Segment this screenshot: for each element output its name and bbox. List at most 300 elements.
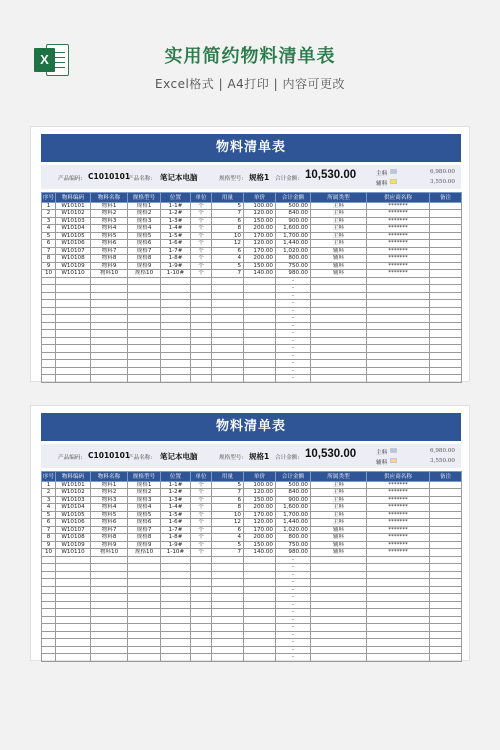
cell-unit-price: [244, 571, 276, 579]
cell-material-type: [311, 337, 367, 345]
cell-material-type: 主料: [311, 519, 367, 527]
cell-location: [161, 292, 191, 300]
cell-row-no: [42, 594, 56, 602]
cell-remark: [430, 360, 462, 368]
cell-material-name: [91, 571, 128, 579]
cell-location: [161, 322, 191, 330]
cell-remark: [430, 225, 462, 233]
product-info-bar: [41, 165, 461, 189]
table-row: [42, 511, 462, 519]
cell-quantity: 7: [212, 549, 244, 557]
cell-material-type: 辅料: [311, 270, 367, 278]
cell-material-code: [56, 375, 91, 383]
cell-material-name: 物料1: [91, 481, 128, 489]
cell-amount: -: [276, 292, 311, 300]
cell-supplier-name: *******: [367, 541, 430, 549]
cell-spec-model: [128, 315, 161, 323]
cell-supplier-name: [367, 300, 430, 308]
cell-row-no: [42, 556, 56, 564]
cell-material-type: [311, 654, 367, 662]
cell-location: [161, 352, 191, 360]
spec-label: 规格型号:: [219, 176, 244, 182]
cell-spec-model: [128, 277, 161, 285]
cell-remark: [430, 202, 462, 210]
cell-material-type: [311, 609, 367, 617]
cell-quantity: [212, 571, 244, 579]
empty-table-row: [42, 277, 462, 285]
cell-remark: [430, 337, 462, 345]
cell-material-type: [311, 292, 367, 300]
cell-spec-model: [128, 579, 161, 587]
cell-material-name: 物料10: [91, 549, 128, 557]
cell-spec-model: [128, 594, 161, 602]
cell-spec-model: [128, 307, 161, 315]
product-code-label: 产品编码:: [58, 176, 83, 182]
cell-amount: -: [276, 345, 311, 353]
column-header-quantity: 用量: [212, 193, 244, 203]
cell-material-name: [91, 624, 128, 632]
cell-row-no: 10: [42, 549, 56, 557]
cell-material-name: [91, 307, 128, 315]
cell-supplier-name: [367, 556, 430, 564]
cell-amount: -: [276, 307, 311, 315]
cell-material-name: [91, 616, 128, 624]
cell-supplier-name: [367, 337, 430, 345]
cell-amount: -: [276, 631, 311, 639]
cell-supplier-name: [367, 285, 430, 293]
cell-row-no: [42, 571, 56, 579]
cell-material-code: [56, 571, 91, 579]
cell-material-type: 辅料: [311, 255, 367, 263]
column-header-spec-model: 规格型号: [128, 472, 161, 482]
cell-spec-model: [128, 322, 161, 330]
cell-location: [161, 300, 191, 308]
cell-material-code: [56, 367, 91, 375]
cell-material-code: [56, 307, 91, 315]
cell-supplier-name: *******: [367, 262, 430, 270]
cell-unit-price: [244, 292, 276, 300]
cell-amount: -: [276, 337, 311, 345]
product-name-label: 产品名称:: [128, 176, 153, 182]
cell-remark: [430, 210, 462, 218]
cell-unit: [191, 322, 212, 330]
cell-location: 1-6#: [161, 240, 191, 248]
cell-material-name: [91, 337, 128, 345]
cell-remark: [430, 345, 462, 353]
cell-remark: [430, 315, 462, 323]
empty-table-row: [42, 616, 462, 624]
cell-spec-model: [128, 360, 161, 368]
cell-quantity: [212, 616, 244, 624]
cell-material-code: W10108: [56, 534, 91, 542]
cell-location: [161, 601, 191, 609]
cell-amount: -: [276, 586, 311, 594]
cell-material-type: [311, 624, 367, 632]
cell-supplier-name: [367, 360, 430, 368]
cell-material-type: [311, 571, 367, 579]
cell-supplier-name: *******: [367, 534, 430, 542]
empty-table-row: [42, 315, 462, 323]
cell-material-code: [56, 631, 91, 639]
cell-row-no: [42, 360, 56, 368]
empty-table-row: [42, 375, 462, 383]
cell-row-no: [42, 345, 56, 353]
empty-table-row: [42, 639, 462, 647]
table-row: [42, 534, 462, 542]
cell-location: [161, 624, 191, 632]
cell-quantity: 10: [212, 232, 244, 240]
empty-table-row: [42, 337, 462, 345]
cell-amount: 840.00: [276, 489, 311, 497]
cell-location: 1-1#: [161, 481, 191, 489]
cell-row-no: 10: [42, 270, 56, 278]
cell-location: 1-6#: [161, 519, 191, 527]
cell-unit: 个: [191, 519, 212, 527]
column-header-remark: 备注: [430, 193, 462, 203]
cell-row-no: [42, 285, 56, 293]
cell-remark: [430, 609, 462, 617]
cell-material-name: [91, 345, 128, 353]
empty-table-row: [42, 586, 462, 594]
cell-supplier-name: *******: [367, 481, 430, 489]
cell-remark: [430, 556, 462, 564]
cell-quantity: [212, 345, 244, 353]
cell-material-code: W10106: [56, 240, 91, 248]
cell-material-code: [56, 337, 91, 345]
cell-remark: [430, 375, 462, 383]
cell-unit-price: 170.00: [244, 232, 276, 240]
cell-quantity: [212, 654, 244, 662]
empty-table-row: [42, 352, 462, 360]
cell-material-type: 主料: [311, 202, 367, 210]
cell-unit-price: 100.00: [244, 202, 276, 210]
cell-material-type: [311, 646, 367, 654]
cell-spec-model: [128, 337, 161, 345]
cell-material-name: [91, 594, 128, 602]
cell-location: 1-4#: [161, 504, 191, 512]
cell-supplier-name: [367, 277, 430, 285]
cell-row-no: [42, 307, 56, 315]
main-material-label: 主料: [376, 171, 388, 177]
cell-row-no: 9: [42, 541, 56, 549]
cell-material-name: [91, 601, 128, 609]
cell-unit-price: [244, 307, 276, 315]
table-row: [42, 247, 462, 255]
cell-material-code: W10102: [56, 210, 91, 218]
cell-material-type: [311, 639, 367, 647]
cell-location: 1-5#: [161, 232, 191, 240]
aux-material-label: 辅料: [376, 460, 388, 466]
cell-supplier-name: [367, 586, 430, 594]
cell-quantity: 8: [212, 504, 244, 512]
cell-material-name: [91, 646, 128, 654]
cell-spec-model: [128, 571, 161, 579]
cell-remark: [430, 270, 462, 278]
cell-quantity: 4: [212, 534, 244, 542]
cell-material-code: W10104: [56, 504, 91, 512]
cell-material-name: [91, 579, 128, 587]
column-header-amount: 合计金额: [276, 472, 311, 482]
cell-material-code: W10103: [56, 496, 91, 504]
cell-material-code: W10101: [56, 202, 91, 210]
cell-quantity: [212, 609, 244, 617]
spec-value: 规格1: [249, 452, 270, 461]
cell-material-code: W10110: [56, 270, 91, 278]
cell-remark: [430, 541, 462, 549]
cell-row-no: [42, 315, 56, 323]
cell-quantity: [212, 322, 244, 330]
cell-location: 1-7#: [161, 526, 191, 534]
cell-material-type: 辅料: [311, 534, 367, 542]
column-header-location: 位置: [161, 193, 191, 203]
table-row: [42, 262, 462, 270]
cell-location: [161, 564, 191, 572]
cell-remark: [430, 654, 462, 662]
cell-remark: [430, 616, 462, 624]
cell-supplier-name: [367, 307, 430, 315]
cell-amount: -: [276, 654, 311, 662]
cell-remark: [430, 571, 462, 579]
empty-table-row: [42, 360, 462, 368]
cell-material-code: W10104: [56, 225, 91, 233]
empty-table-row: [42, 345, 462, 353]
cell-amount: 840.00: [276, 210, 311, 218]
cell-remark: [430, 481, 462, 489]
cell-unit-price: 200.00: [244, 534, 276, 542]
cell-supplier-name: [367, 322, 430, 330]
cell-unit-price: [244, 564, 276, 572]
cell-unit-price: 150.00: [244, 541, 276, 549]
cell-unit-price: [244, 654, 276, 662]
cell-unit-price: [244, 285, 276, 293]
cell-remark: [430, 504, 462, 512]
table-row: [42, 232, 462, 240]
cell-spec-model: 规格10: [128, 270, 161, 278]
cell-unit-price: [244, 601, 276, 609]
cell-material-type: [311, 330, 367, 338]
cell-location: 1-7#: [161, 247, 191, 255]
cell-amount: -: [276, 300, 311, 308]
cell-unit: 个: [191, 262, 212, 270]
cell-row-no: [42, 654, 56, 662]
cell-material-type: [311, 322, 367, 330]
column-header-location: 位置: [161, 472, 191, 482]
cell-material-code: W10102: [56, 489, 91, 497]
cell-unit: [191, 571, 212, 579]
cell-remark: [430, 549, 462, 557]
cell-material-name: 物料6: [91, 519, 128, 527]
cell-material-name: 物料4: [91, 504, 128, 512]
cell-unit-price: 120.00: [244, 210, 276, 218]
cell-amount: 750.00: [276, 541, 311, 549]
cell-spec-model: 规格10: [128, 549, 161, 557]
cell-material-code: W10108: [56, 255, 91, 263]
cell-amount: -: [276, 639, 311, 647]
cell-spec-model: 规格8: [128, 255, 161, 263]
cell-quantity: [212, 564, 244, 572]
bom-sheet-1: [30, 126, 470, 382]
cell-amount: 1,600.00: [276, 504, 311, 512]
cell-supplier-name: *******: [367, 247, 430, 255]
cell-material-name: 物料6: [91, 240, 128, 248]
cell-material-type: 主料: [311, 232, 367, 240]
cell-remark: [430, 232, 462, 240]
cell-unit-price: 200.00: [244, 504, 276, 512]
main-material-bar: [390, 448, 397, 453]
cell-material-type: [311, 360, 367, 368]
empty-table-row: [42, 300, 462, 308]
table-row: [42, 217, 462, 225]
cell-supplier-name: [367, 601, 430, 609]
cell-row-no: 5: [42, 232, 56, 240]
cell-unit: 个: [191, 534, 212, 542]
product-code-value: C1010101: [88, 451, 131, 460]
total-amount-value: 10,530.00: [305, 169, 357, 181]
cell-material-type: 主料: [311, 225, 367, 233]
cell-location: 1-9#: [161, 541, 191, 549]
page-title: 实用简约物料清单表: [164, 46, 336, 67]
cell-unit: [191, 586, 212, 594]
cell-unit: [191, 654, 212, 662]
cell-material-type: [311, 375, 367, 383]
cell-unit: 个: [191, 481, 212, 489]
cell-material-name: [91, 322, 128, 330]
cell-amount: 800.00: [276, 255, 311, 263]
cell-remark: [430, 594, 462, 602]
cell-supplier-name: *******: [367, 210, 430, 218]
spec-value: 规格1: [249, 173, 270, 182]
cell-spec-model: 规格2: [128, 489, 161, 497]
cell-unit: [191, 360, 212, 368]
cell-unit: [191, 594, 212, 602]
cell-unit-price: 200.00: [244, 255, 276, 263]
cell-unit: [191, 646, 212, 654]
cell-unit: 个: [191, 496, 212, 504]
table-header-row: [42, 193, 462, 203]
cell-remark: [430, 579, 462, 587]
cell-unit: 个: [191, 255, 212, 263]
cell-location: 1-5#: [161, 511, 191, 519]
cell-unit: 个: [191, 225, 212, 233]
cell-unit: 个: [191, 511, 212, 519]
cell-spec-model: [128, 624, 161, 632]
cell-unit-price: 150.00: [244, 217, 276, 225]
cell-quantity: [212, 352, 244, 360]
cell-location: 1-3#: [161, 496, 191, 504]
cell-material-code: [56, 352, 91, 360]
column-header-material-code: 物料编码: [56, 472, 91, 482]
empty-table-row: [42, 609, 462, 617]
cell-spec-model: [128, 631, 161, 639]
cell-material-code: [56, 601, 91, 609]
cell-material-code: [56, 360, 91, 368]
cell-row-no: [42, 337, 56, 345]
cell-unit: [191, 285, 212, 293]
cell-unit-price: [244, 367, 276, 375]
cell-amount: -: [276, 646, 311, 654]
bom-table: [41, 192, 462, 383]
column-header-row-no: 序号: [42, 472, 56, 482]
cell-unit: [191, 579, 212, 587]
cell-unit-price: 170.00: [244, 511, 276, 519]
cell-supplier-name: *******: [367, 526, 430, 534]
cell-unit-price: [244, 330, 276, 338]
cell-amount: -: [276, 367, 311, 375]
cell-supplier-name: [367, 564, 430, 572]
cell-row-no: [42, 624, 56, 632]
table-row: [42, 255, 462, 263]
cell-material-code: [56, 646, 91, 654]
excel-logo-letter: X: [34, 48, 55, 72]
cell-unit: 个: [191, 504, 212, 512]
main-material-value: 6,980.00: [430, 448, 455, 454]
empty-table-row: [42, 307, 462, 315]
page-header: [0, 0, 500, 112]
cell-supplier-name: [367, 639, 430, 647]
cell-quantity: [212, 631, 244, 639]
cell-quantity: 4: [212, 255, 244, 263]
cell-spec-model: 规格7: [128, 247, 161, 255]
cell-location: [161, 654, 191, 662]
cell-unit-price: [244, 639, 276, 647]
cell-row-no: [42, 609, 56, 617]
main-material-label: 主料: [376, 450, 388, 456]
cell-unit-price: 140.00: [244, 270, 276, 278]
cell-quantity: [212, 601, 244, 609]
cell-spec-model: 规格6: [128, 519, 161, 527]
aux-material-bar: [390, 179, 397, 184]
cell-supplier-name: [367, 315, 430, 323]
cell-material-name: [91, 315, 128, 323]
cell-row-no: 8: [42, 255, 56, 263]
cell-material-type: [311, 285, 367, 293]
cell-remark: [430, 586, 462, 594]
cell-spec-model: [128, 564, 161, 572]
cell-material-name: 物料2: [91, 489, 128, 497]
cell-supplier-name: *******: [367, 270, 430, 278]
cell-remark: [430, 292, 462, 300]
cell-material-type: 主料: [311, 511, 367, 519]
column-header-unit-price: 单价: [244, 193, 276, 203]
total-label: 合计金额:: [275, 176, 300, 182]
cell-row-no: 6: [42, 240, 56, 248]
table-row: [42, 210, 462, 218]
cell-row-no: [42, 375, 56, 383]
cell-location: [161, 609, 191, 617]
cell-material-name: [91, 556, 128, 564]
cell-material-name: 物料4: [91, 225, 128, 233]
cell-unit: [191, 337, 212, 345]
cell-supplier-name: *******: [367, 225, 430, 233]
cell-remark: [430, 564, 462, 572]
cell-spec-model: [128, 330, 161, 338]
cell-row-no: [42, 631, 56, 639]
table-row: [42, 481, 462, 489]
cell-amount: 500.00: [276, 202, 311, 210]
cell-material-code: W10101: [56, 481, 91, 489]
cell-material-code: [56, 609, 91, 617]
cell-spec-model: [128, 639, 161, 647]
cell-unit-price: [244, 624, 276, 632]
cell-remark: [430, 646, 462, 654]
cell-unit-price: [244, 337, 276, 345]
cell-material-code: [56, 285, 91, 293]
cell-material-name: [91, 654, 128, 662]
cell-location: 1-10#: [161, 270, 191, 278]
cell-amount: -: [276, 564, 311, 572]
column-header-amount: 合计金额: [276, 193, 311, 203]
cell-spec-model: 规格3: [128, 217, 161, 225]
